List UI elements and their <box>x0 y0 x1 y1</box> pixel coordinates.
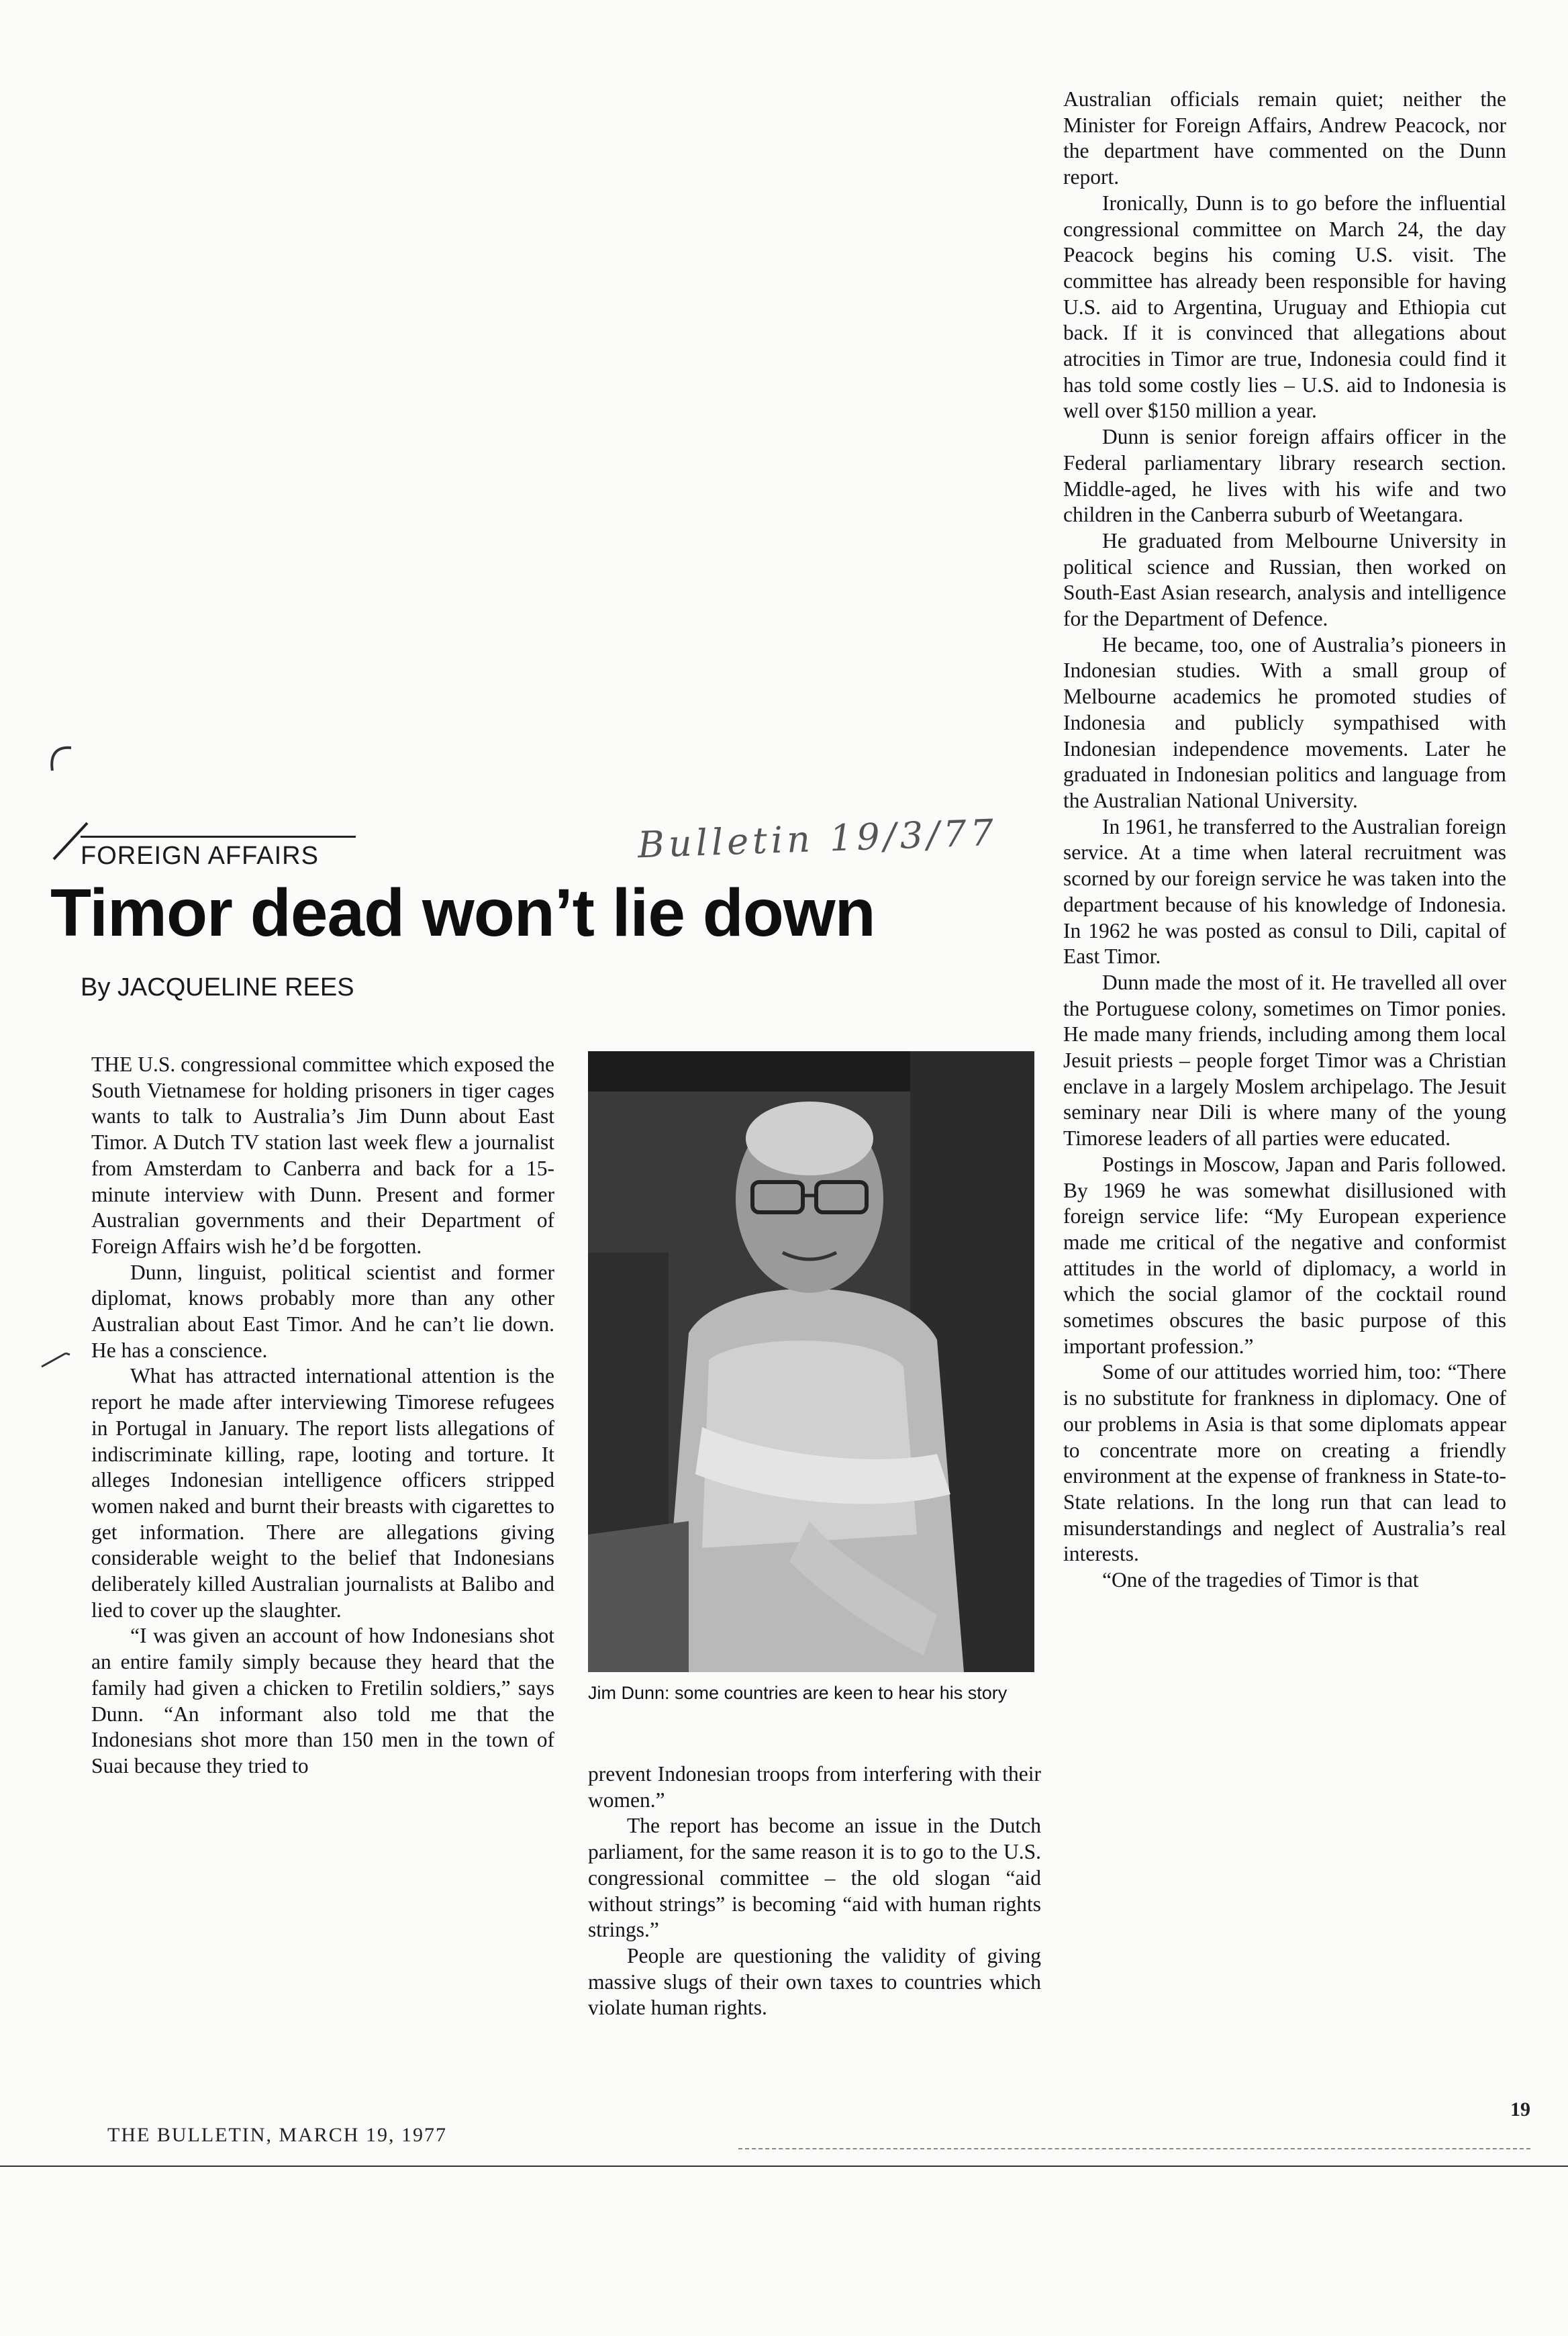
section-label: FOREIGN AFFAIRS <box>81 836 356 871</box>
divider <box>738 2148 1530 2149</box>
paragraph: Dunn made the most of it. He travelled all over the Portuguese colony, sometimes on Timor ponies. He made many friends, including among them local Jesuit priests – people forget Timor was a Christian enclave in a largely Moslem archipelago. The Jesuit seminary near Dili is where many of the young Timorese leaders of all parties were educated. <box>1063 970 1506 1151</box>
portrait-photo <box>588 1051 1034 1672</box>
paragraph: “I was given an account of how Indonesians shot an entire family simply because they heard that the family had given a chicken to Fretilin soldiers,” says Dunn. “An informant also told me that the Indonesians shot more than 150 men in the town of Suai because they tried to <box>91 1624 554 1778</box>
paragraph: In 1961, he transferred to the Australian foreign service. At a time when lateral recruitment was scorned by our foreign service he was taken into the department because of his knowledge of Indonesia. In 1962 he was posted as consul to Dili, capital of East Timor. <box>1063 814 1506 969</box>
divider <box>0 2165 1568 2167</box>
paragraph: Postings in Moscow, Japan and Paris followed. By 1969 he was somewhat disillusioned with foreign service life: “My European experience made me critical of the negative and conformist attitudes in the world of diplomacy, a world in which the social glamor of the cocktail round sometimes obscures the basic purpose of this important profession.” <box>1063 1152 1506 1358</box>
photo-caption: Jim Dunn: some countries are keen to hear his story <box>588 1683 1008 1703</box>
paragraph: prevent Indonesian troops from interfering with their women.” <box>588 1762 1041 1812</box>
pen-mark-icon <box>39 1349 72 1369</box>
paragraph: Dunn is senior foreign affairs officer in the Federal parliamentary library research section. Middle-aged, he lives with his wife and two children in the Canberra suburb of Weetangara. <box>1063 425 1506 527</box>
headline: Timor dead won’t lie down <box>50 875 875 951</box>
paragraph: The report has become an issue in the Dutch parliament, for the same reason it is to go to the U.S. congressional committee – the old slogan “aid without strings” is becoming “aid with human rights strings.” <box>588 1814 1041 1942</box>
paragraph: Dunn, linguist, political scientist and former diplomat, knows probably more than any other Australian about East Timor. And he can’t lie down. He has a conscience. <box>91 1260 554 1362</box>
paragraph: Australian officials remain quiet; neither the Minister for Foreign Affairs, Andrew Peacock, nor the department have commented on the Dunn report. <box>1063 87 1506 189</box>
pen-mark-icon <box>44 744 78 777</box>
paragraph: He graduated from Melbourne University in political science and Russian, then worked on South-East Asian research, analysis and intelligence for the Department of Defence. <box>1063 528 1506 631</box>
paragraph: THE U.S. congressional committee which exposed the South Vietnamese for holding prisoners in tiger cages wants to talk to Australia’s Jim Dunn about East Timor. A Dutch TV station last week flew a journalist from Amsterdam to Canberra and back for a 15-minute interview with Dunn. Present and former Australian governments and their Department of Foreign Affairs wish he’d be forgotten. <box>91 1053 554 1258</box>
portrait-photo-graphic <box>588 1051 1034 1672</box>
byline: By JACQUELINE REES <box>81 973 354 1002</box>
publication-footer: THE BULLETIN, MARCH 19, 1977 <box>107 2124 447 2146</box>
paragraph: Ironically, Dunn is to go before the influential congressional committee on March 24, the day Peacock begins his coming U.S. visit. The committee has already been responsible for having U.S. aid to Argentina, Uruguay and Ethiopia cut back. If it is convinced that allegations about atrocities in Timor are true, Indonesia could find it has told some costly lies – U.S. aid to Indonesia is well over $150 million a year. <box>1063 191 1506 423</box>
article-column-middle <box>588 1761 1041 2021</box>
handwritten-note: Bulletin 19/3/77 <box>637 811 998 867</box>
paragraph: What has attracted international attention is the report he made after interviewing Timorese refugees in Portugal in January. The report lists allegations of indiscriminate killing, rape, looting and torture. It alleges Indonesian intelligence officers stripped women naked and burnt their breasts with cigarettes to get information. There are allegations giving considerable weight to the belief that Indonesians deliberately killed Australian journalists at Balibo and lied to cover up the slaughter. <box>91 1364 554 1622</box>
paragraph: “One of the tragedies of Timor is that <box>1102 1568 1419 1592</box>
article-column-right <box>1063 87 1506 1594</box>
paragraph: People are questioning the validity of giving massive slugs of their own taxes to countries which violate human rights. <box>588 1943 1041 2020</box>
paragraph: Some of our attitudes worried him, too: “There is no substitute for frankness in diplomacy. One of our problems in Asia is that some diplomats appear to concentrate more on creating a friendly environment at the expense of frankness in State-to-State relations. In the long run that can lead to misunderstandings and neglect of Australia’s real interests. <box>1063 1360 1506 1566</box>
article-column-left <box>91 1052 554 1780</box>
page-number: 19 <box>1510 2098 1530 2121</box>
paragraph: He became, too, one of Australia’s pioneers in Indonesian studies. With a small group of Melbourne academics he promoted studies of Indonesia and publicly sympathised with Indonesian independence movements. Later he graduated in Indonesian politics and language from the Australian National University. <box>1063 632 1506 812</box>
